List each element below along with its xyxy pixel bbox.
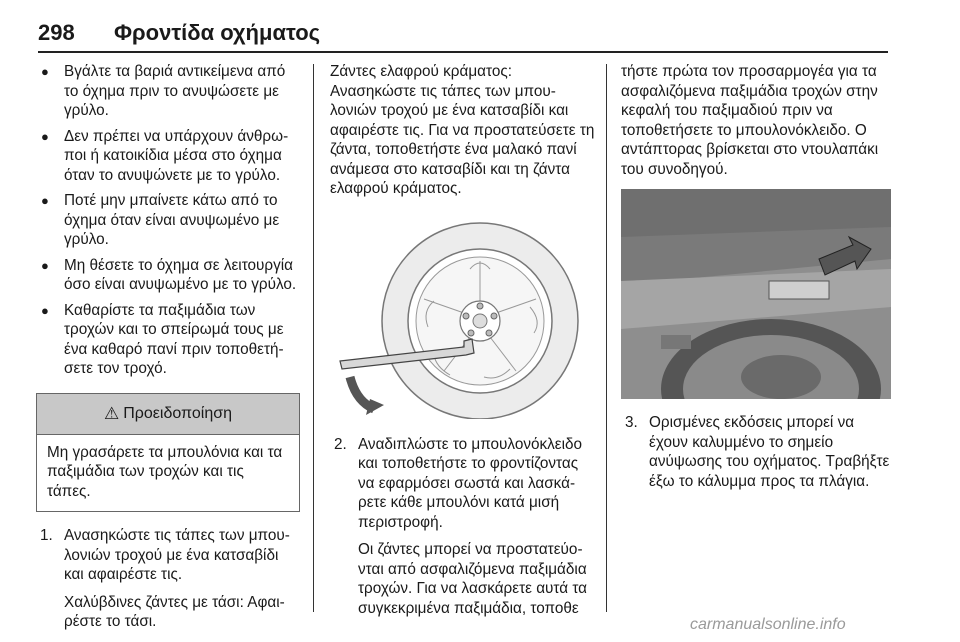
warning-text: Μη γρασάρετε τα μπουλόνια και τα παξιμάδια των τροχών και τις τάπες. — [47, 443, 283, 500]
warning-header — [37, 394, 299, 435]
column-divider — [606, 64, 607, 612]
step-2: 2. Αναδιπλώστε το μπουλονόκλειδο και τοποθετήστε το φροντίζοντας να εφαρμόσει σωστά και λασκάρετε κάθε μπουλόνι κατά μισή περιστροφή. Οι ζάντες μπορεί να προστατεύονται από ασφαλιζόμενα παξιμάδια τροχών. Για να λασκάρετε αυτά τα συγκεκριμένα παξιμάδια, τοποθε — [330, 435, 596, 619]
step-text: Ορισμένες εκδόσεις μπορεί να έχουν καλυμμένο το σημείο ανύψωσης του οχήματος. Τραβήξτε έξω το κάλυμμα προς τα πλάγια. — [649, 414, 890, 490]
wheel-wrench-illustration — [330, 209, 596, 419]
page-header — [38, 20, 888, 54]
step-text: Ανασηκώστε τις τάπες των μπουλονιών τροχού με ένα κατσαβίδι και αφαιρέστε τις. — [64, 527, 290, 583]
step-1: 1. Ανασηκώστε τις τάπες των μπουλονιών τροχού με ένα κατσαβίδι και αφαιρέστε τις. Χαλύβδινες ζάντες με τάσι: Αφαιρέστε το τάσι. — [36, 526, 298, 632]
warning-title: Προειδοποίηση — [123, 404, 232, 422]
alloy-wheel-paragraph: Ζάντες ελαφρού κράματος: Ανασηκώστε τις τάπες των μπουλονιών τροχού με ένα κατσαβίδι και αφαιρέστε τις. Για να προστατεύσετε τη ζάντα, τοποθετήστε ένα μαλακό πανί ανάμεσα στο κατσαβίδι και τη ζάντα ελαφρού κράματος. — [330, 63, 595, 197]
header-rule — [38, 51, 888, 53]
page-number: 298 — [38, 20, 75, 45]
list-item: ● Καθαρίστε τα παξιμάδια των τροχών και το σπείρωμά τους με ένα καθαρό πανί πριν τοποθετήσετε τον τροχό. — [41, 301, 284, 377]
step-text: Αναδιπλώστε το μπουλονόκλειδο και τοποθετήστε το φροντίζοντας να εφαρμόσει σωστά και λασκάρετε κάθε μπουλόνι κατά μισή περιστροφή. — [358, 435, 583, 531]
column-2 — [330, 62, 596, 626]
column-1 — [36, 62, 298, 640]
warning-box — [36, 393, 300, 513]
adapter-paragraph: τήστε πρώτα τον προσαρμογέα για τα ασφαλιζόμενα παξιμάδια τροχών στην κεφαλή του παξιμαδιού πριν να τοποθετήσετε το μπουλονόκλειδο. Ο αντάπτορας βρίσκεται στο ντουλαπάκι του συνοδηγού. — [621, 63, 879, 178]
list-item: ● Μη θέσετε το όχημα σε λειτουργία όσο είναι ανυψωμένο με το γρύλο. — [41, 256, 297, 293]
step-note: Οι ζάντες μπορεί να προστατεύονται από ασφαλιζόμενα παξιμάδια τροχών. Για να λασκάρετε αυτά τα συγκεκριμένα παξιμάδια, τοποθε — [358, 541, 587, 617]
page-title: Φροντίδα οχήματος — [114, 20, 321, 45]
list-item: ● Ποτέ μην μπαίνετε κάτω από το όχημα όταν είναι ανυψωμένο με γρύλο. — [41, 192, 280, 248]
warning-triangle-icon: ⚠ — [103, 403, 120, 423]
list-item: ● Δεν πρέπει να υπάρχουν άνθρωποι ή κατοικίδια μέσα στο όχημα όταν το ανυψώνετε με το γρύλο. — [41, 127, 289, 184]
jacking-cover-shape — [769, 281, 829, 299]
column-divider — [313, 64, 314, 612]
column-3 — [621, 62, 891, 499]
jacking-point-photo — [621, 189, 891, 399]
list-item: ● Βγάλτε τα βαριά αντικείμενα από το όχημα πριν το ανυψώσετε με γρύλο. — [41, 63, 286, 119]
step-note: Χαλύβδινες ζάντες με τάσι: Αφαιρέστε το τάσι. — [64, 593, 285, 630]
step-3: 3. Ορισμένες εκδόσεις μπορεί να έχουν καλυμμένο το σημείο ανύψωσης του οχήματος. Τραβήξτε έξω το κάλυμμα προς τα πλάγια. — [625, 414, 890, 490]
watermark: carmanualsonline.info — [690, 616, 846, 633]
